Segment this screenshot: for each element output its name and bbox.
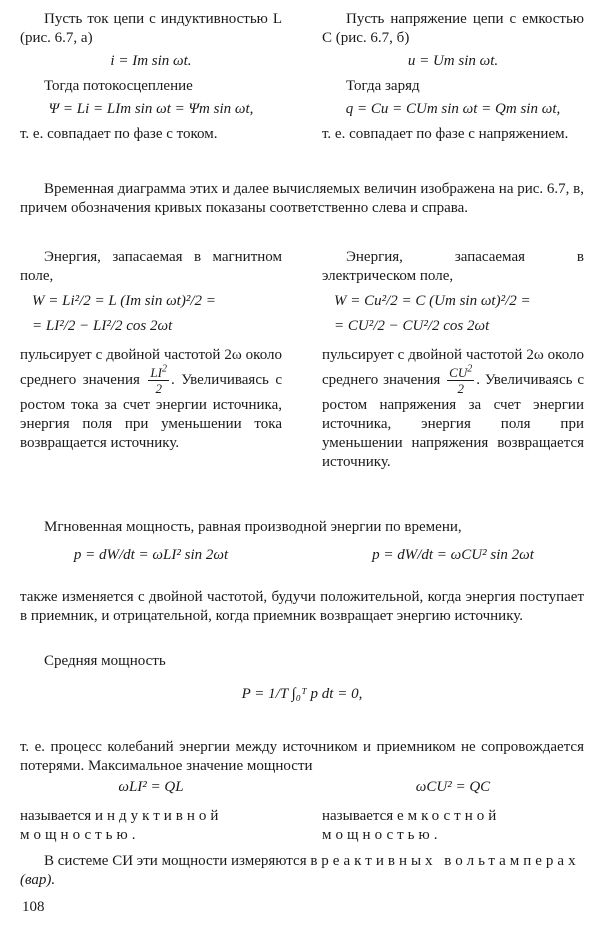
- avg-formula: P = 1/T ∫₀ᵀ p dt = 0,: [241, 686, 363, 702]
- right-mean-fraction: $\frac{CU^2}{2}$: [449, 363, 473, 396]
- left-energy: [20, 248, 282, 453]
- left-energy-formula-1: W = Li²/2 = L (Im sin ωt)²/2 =: [32, 293, 216, 309]
- left-phase-note: т. е. совпадает по фазе с током.: [20, 126, 218, 142]
- power-formula-right: p = dW/dt = ωCU² sin 2ωt: [372, 547, 534, 563]
- charge-formula: q = Cu = CUm sin ωt = Qm sin ωt,: [345, 101, 561, 117]
- si-note-plain: В системе СИ эти мощности измеряются в: [44, 853, 318, 869]
- q-left-caption-plain: называется: [20, 808, 92, 824]
- right-intro-text: Пусть напряжение цепи с емкостью C (рис. 6.7, б): [322, 11, 584, 46]
- si-note-spaced: реактивных вольтамперах: [321, 853, 580, 869]
- q-left-formula: ωLI² = QL: [118, 779, 184, 795]
- power-block: [20, 518, 584, 537]
- q-right-formula: ωCU² = QC: [415, 779, 491, 795]
- q-right-block: [322, 778, 584, 845]
- q-left-caption-spaced: индуктивной мощностью.: [20, 808, 223, 843]
- flux-formula: Ψ = Li = LIm sin ωt = Ψm sin ωt,: [48, 101, 254, 117]
- q-left-block: [20, 778, 282, 845]
- right-energy-formula-2: = CU²/2 − CU²/2 cos 2ωt: [334, 318, 490, 334]
- left-mean-fraction: $\frac{LI^2}{2}$: [150, 363, 167, 396]
- right-pulsation-after: . Увеличиваясь с ростом напряжения за счет энергии источника, энергия поля при уменьшении напряжения возвращается источнику.: [322, 371, 584, 470]
- right-intro: [322, 10, 584, 144]
- diagram-note: Временная диаграмма этих и далее вычисляемых величин изображена на рис. 6.7, в, причем обозначения кривых показаны соответственно слева и справа.: [20, 181, 584, 216]
- right-energy-formula-1: W = Cu²/2 = C (Um sin ωt)²/2 =: [334, 293, 531, 309]
- avg-block: [20, 652, 584, 704]
- right-energy-text: Энергия, запасаемая в электрическом поле,: [322, 249, 584, 284]
- charge-label: Тогда заряд: [346, 78, 420, 94]
- power-formula-left-wrap: [20, 546, 282, 565]
- current-formula: i = Im sin ωt.: [110, 53, 192, 69]
- q-left-caption: [20, 807, 282, 845]
- avg-label: Средняя мощность: [44, 653, 166, 669]
- left-intro-text: Пусть ток цепи с индуктивностью L (рис. 6.7, а): [20, 11, 282, 46]
- diagram-note-block: [20, 180, 584, 218]
- voltage-formula: u = Um sin ωt.: [407, 53, 499, 69]
- q-right-caption-spaced: емкостной мощностью.: [322, 808, 501, 843]
- power-formula-right-wrap: [322, 546, 584, 565]
- power-intro: Мгновенная мощность, равная производной энергии по времени,: [44, 519, 462, 535]
- right-energy: [322, 248, 584, 472]
- losses-block: [20, 738, 584, 776]
- power-note-block: [20, 588, 584, 626]
- right-pulsation: [322, 346, 584, 472]
- left-intro: [20, 10, 282, 144]
- q-right-caption: [322, 807, 584, 845]
- left-pulsation-after: . Увеличиваясь с ростом тока за счет энергии источника, энергия поля при уменьшении тока возвращается источнику.: [20, 371, 282, 451]
- power-note: также изменяется с двойной частотой, будучи положительной, когда энергия поступает в приемник, и отрицательной, когда приемник возвращает энергию источнику.: [20, 589, 584, 624]
- page-number: 108: [22, 899, 45, 915]
- si-note: [20, 852, 584, 890]
- left-pulsation-before: пульсирует с двойной частотой 2ω около среднего значения: [20, 347, 282, 388]
- q-right-caption-plain: называется: [322, 808, 394, 824]
- left-pulsation: [20, 346, 282, 453]
- right-phase-note: т. е. совпадает по фазе с напряжением.: [322, 126, 569, 142]
- power-formula-left: p = dW/dt = ωLI² sin 2ωt: [73, 547, 229, 563]
- si-block: [20, 852, 584, 890]
- si-note-unit: (вар).: [20, 872, 56, 888]
- flux-label: Тогда потокосцепление: [44, 78, 193, 94]
- right-pulsation-before: пульсирует с двойной частотой 2ω около среднего значения: [322, 347, 584, 388]
- left-energy-text: Энергия, запасаемая в магнитном поле,: [20, 249, 282, 284]
- losses-note: т. е. процесс колебаний энергии между источником и приемником не сопровождается потерями. Максимальное значение мощности: [20, 739, 584, 774]
- left-energy-formula-2: = LI²/2 − LI²/2 cos 2ωt: [32, 318, 173, 334]
